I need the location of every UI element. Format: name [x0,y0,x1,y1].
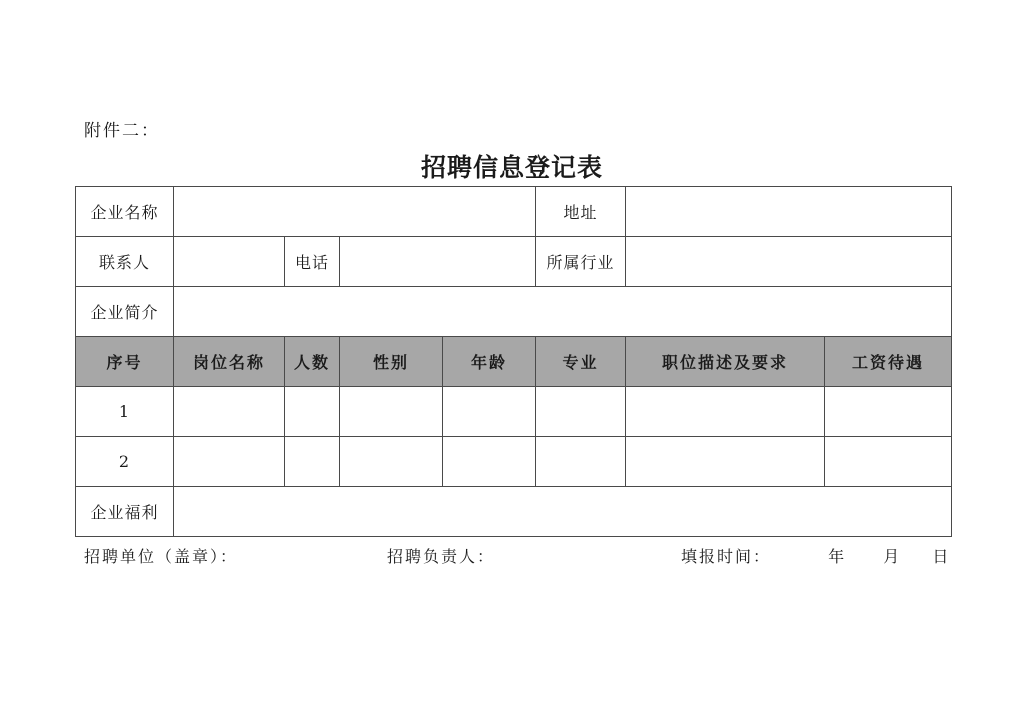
benefits-label: 企业福利 [76,487,174,537]
year-label: 年 [828,547,847,566]
header-salary: 工资待遇 [825,337,952,387]
position-cell[interactable] [174,437,285,487]
company-name-label: 企业名称 [76,187,174,237]
header-description: 职位描述及要求 [626,337,825,387]
phone-field[interactable] [340,237,536,287]
address-label: 地址 [536,187,626,237]
intro-label: 企业简介 [76,287,174,337]
fill-date-label: 填报时间： [681,547,772,566]
intro-row [76,287,952,337]
benefits-row [76,487,952,537]
recruiter-label: 招聘负责人： [387,547,496,566]
contact-field[interactable] [174,237,285,287]
major-cell[interactable] [536,437,626,487]
age-cell[interactable] [443,387,536,437]
description-cell[interactable] [626,437,825,487]
intro-field[interactable] [174,287,952,337]
gender-cell[interactable] [340,387,443,437]
industry-field[interactable] [626,237,952,287]
position-cell[interactable] [174,387,285,437]
count-cell[interactable] [285,387,340,437]
table-row [76,387,952,437]
row-index: 2 [76,437,174,487]
fill-date [681,544,950,567]
header-position: 岗位名称 [174,337,285,387]
industry-label: 所属行业 [536,237,626,287]
attachment-label: 附件二： [84,121,160,141]
gender-cell[interactable] [340,437,443,487]
address-field[interactable] [626,187,952,237]
company-row [76,187,952,237]
form-title: 招聘信息登记表 [420,153,603,182]
phone-label: 电话 [285,237,340,287]
count-cell[interactable] [285,437,340,487]
header-index: 序号 [76,337,174,387]
day-label: 日 [932,547,951,566]
contact-row [76,237,952,287]
contact-label: 联系人 [76,237,174,287]
header-major: 专业 [536,337,626,387]
company-name-field[interactable] [174,187,536,237]
header-count: 人数 [285,337,340,387]
age-cell[interactable] [443,437,536,487]
header-gender: 性别 [340,337,443,387]
month-label: 月 [883,547,902,566]
description-cell[interactable] [626,387,825,437]
benefits-field[interactable] [174,487,952,537]
salary-cell[interactable] [825,437,952,487]
header-age: 年龄 [443,337,536,387]
major-cell[interactable] [536,387,626,437]
salary-cell[interactable] [825,387,952,437]
row-index: 1 [76,387,174,437]
table-row [76,437,952,487]
positions-header-row [76,337,952,387]
recruitment-form-table [75,186,952,537]
recruiting-unit-seal-label: 招聘单位（盖章）： [84,547,239,566]
